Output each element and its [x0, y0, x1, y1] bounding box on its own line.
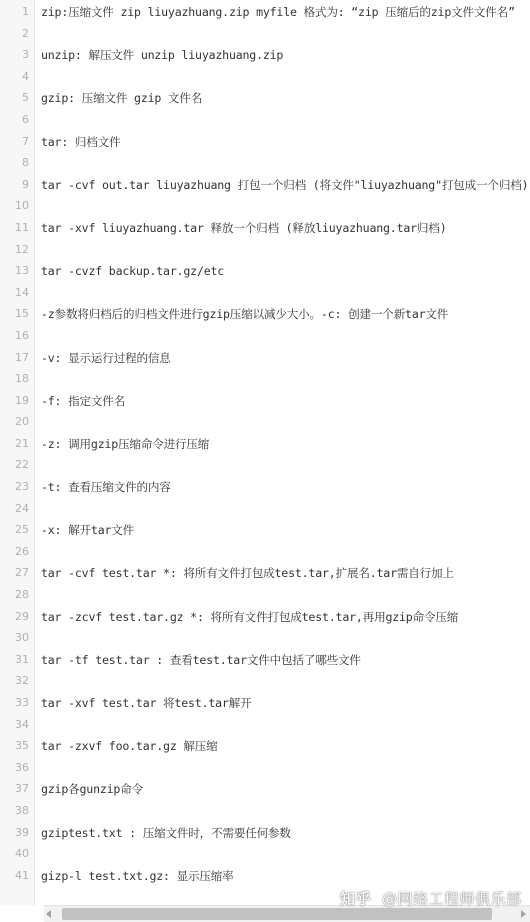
line-number: 24 — [15, 501, 29, 515]
line-text: gzip: 压缩文件 gzip 文件名 — [41, 91, 203, 106]
line-text: tar -xvf test.tar 将test.tar解开 — [41, 696, 252, 710]
line-number: 15 — [15, 307, 29, 321]
line-text: zip:压缩文件 zip liuyazhuang.zip myfile 格式为: “zip 压缩后的zip文件文件名” — [41, 5, 515, 19]
line-number: 4 — [22, 69, 29, 83]
code-line — [0, 260, 530, 282]
code-line — [0, 217, 530, 239]
line-number: 21 — [15, 436, 29, 450]
line-number: 13 — [15, 264, 29, 278]
code-line — [0, 714, 530, 736]
line-number: 36 — [15, 760, 29, 774]
code-line — [0, 519, 530, 541]
line-number: 22 — [15, 458, 29, 472]
line-number: 37 — [15, 782, 29, 796]
line-text: tar -zcvf test.tar.gz *: 将所有文件打包成test.tar,再用gzip命令压缩 — [41, 609, 459, 624]
line-number: 38 — [15, 803, 29, 817]
code-line — [0, 433, 530, 455]
line-text: tar -tf test.tar : 查看test.tar文件中包括了哪些文件 — [41, 652, 361, 667]
zhihu-watermark — [340, 887, 522, 909]
line-number: 28 — [15, 588, 29, 602]
code-line — [0, 131, 530, 153]
code-line — [0, 778, 530, 800]
line-text: gziptest.txt : 压缩文件时，不需要任何参数 — [41, 825, 291, 840]
line-number: 9 — [22, 177, 29, 191]
code-line — [0, 822, 530, 844]
line-text: -v: 显示运行过程的信息 — [41, 350, 171, 365]
code-line — [0, 174, 530, 196]
line-number: 34 — [15, 717, 29, 731]
watermark-brand: 知乎 — [340, 889, 373, 908]
line-number: 19 — [15, 393, 29, 407]
code-line — [0, 627, 530, 649]
code-line — [0, 282, 530, 304]
line-number: 10 — [15, 199, 29, 213]
code-line — [0, 66, 530, 88]
line-text: -z参数将归档后的归档文件进行gzip压缩以减少大小。-c: 创建一个新tar文件 — [41, 307, 449, 322]
code-line — [0, 239, 530, 261]
code-line — [0, 649, 530, 671]
line-text: -x: 解开tar文件 — [41, 523, 135, 538]
line-number: 26 — [15, 544, 29, 558]
code-line — [0, 454, 530, 476]
line-number: 12 — [15, 242, 29, 256]
code-line — [0, 411, 530, 433]
code-line — [0, 368, 530, 390]
code-line — [0, 152, 530, 174]
line-number: 17 — [15, 350, 29, 364]
line-number: 16 — [15, 328, 29, 342]
line-text: tar -xvf liuyazhuang.tar 释放一个归档 (释放liuyazhuang.tar归档) — [41, 220, 447, 235]
code-line — [0, 735, 530, 757]
line-number: 32 — [15, 674, 29, 688]
line-number: 18 — [15, 372, 29, 386]
code-line — [0, 692, 530, 714]
code-line — [0, 325, 530, 347]
code-line — [0, 541, 530, 563]
code-line — [0, 44, 530, 66]
line-text: unzip: 解压文件 unzip liuyazhuang.zip — [41, 48, 284, 63]
line-number: 29 — [15, 609, 29, 623]
watermark-user: @网络工程师俱乐部 — [382, 889, 522, 908]
line-text: tar -zxvf foo.tar.gz 解压缩 — [41, 739, 218, 754]
line-number: 6 — [22, 112, 29, 126]
line-number: 35 — [15, 739, 29, 753]
code-line — [0, 195, 530, 217]
line-number: 14 — [15, 285, 29, 299]
code-line — [0, 1, 530, 23]
line-number: 5 — [22, 91, 29, 105]
line-text: tar: 归档文件 — [41, 134, 121, 149]
scroll-right-arrow-icon[interactable] — [521, 910, 526, 918]
line-text: tar -cvzf backup.tar.gz/etc — [41, 264, 225, 279]
line-text: gzip各gunzip命令 — [41, 782, 143, 797]
line-text: tar -cvf out.tar liuyazhuang 打包一个归档 (将文件"liuyazhuang"打包成一个归档) — [41, 177, 529, 192]
code-line — [0, 584, 530, 606]
code-line — [0, 23, 530, 45]
line-number: 3 — [22, 48, 29, 62]
code-line — [0, 865, 530, 887]
code-line — [0, 87, 530, 109]
code-line — [0, 303, 530, 325]
line-text: tar -cvf test.tar *: 将所有文件打包成test.tar,扩展名.tar需自行加上 — [41, 566, 454, 581]
line-text: -f: 指定文件名 — [41, 393, 126, 408]
line-number: 1 — [22, 5, 29, 18]
line-number: 2 — [22, 26, 29, 40]
line-text: -z: 调用gzip压缩命令进行压缩 — [41, 436, 210, 451]
code-line — [0, 670, 530, 692]
line-number: 33 — [15, 696, 29, 709]
code-line — [0, 757, 530, 779]
code-line — [0, 476, 530, 498]
code-line — [0, 390, 530, 412]
line-number: 23 — [15, 480, 29, 494]
line-number: 11 — [15, 220, 29, 234]
line-number: 31 — [15, 652, 29, 666]
line-text: gizp-l test.txt.gz: 显示压缩率 — [41, 868, 234, 883]
code-line — [0, 347, 530, 369]
code-line — [0, 498, 530, 520]
scrollbar-thumb[interactable] — [62, 908, 492, 920]
line-number: 25 — [15, 523, 29, 537]
code-lines — [0, 1, 530, 886]
line-text: -t: 查看压缩文件的内容 — [41, 480, 171, 495]
code-line — [0, 562, 530, 584]
code-line — [0, 800, 530, 822]
line-number: 20 — [15, 415, 29, 429]
line-number: 30 — [15, 631, 29, 645]
code-line — [0, 843, 530, 865]
line-number: 8 — [22, 156, 29, 170]
line-number: 41 — [15, 868, 29, 882]
code-line — [0, 109, 530, 131]
line-number: 40 — [15, 847, 29, 861]
line-number: 39 — [15, 825, 29, 839]
scroll-left-arrow-icon[interactable] — [46, 910, 51, 918]
code-line — [0, 606, 530, 628]
line-number: 7 — [22, 134, 29, 148]
line-number: 27 — [15, 566, 29, 580]
